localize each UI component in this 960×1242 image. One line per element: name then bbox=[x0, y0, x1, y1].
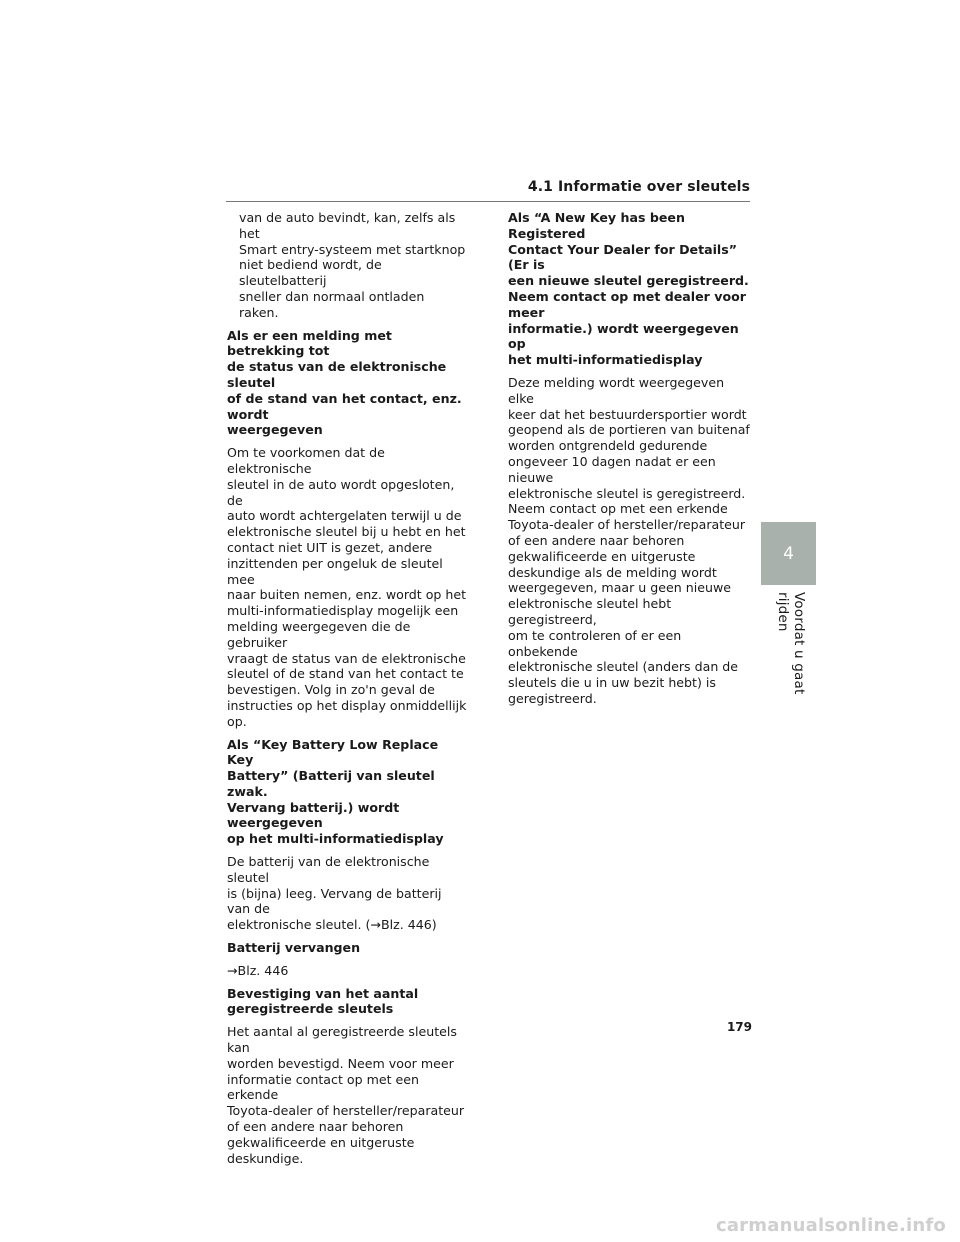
chapter-number: 4 bbox=[783, 544, 794, 564]
paragraph-key-battery-low: De batterij van de elektronische sleutel is (bijna) leeg. Vervang de batterij van de elektronische sleutel. (→Blz. 446) bbox=[227, 854, 442, 933]
page-header bbox=[226, 179, 750, 202]
heading-registered-keys: Bevestiging van het aantal geregistreerde sleutels bbox=[227, 985, 419, 1017]
chapter-label: Voordat u gaat rijden bbox=[775, 592, 807, 695]
heading-key-status-message: Als er een melding met betrekking tot de status van de elektronische sleutel of de stand van het contact, enz. wordt weergegeven bbox=[227, 327, 462, 438]
paragraph-new-key-registered: Deze melding wordt weergegeven elke keer dat het bestuurdersportier wordt geopend als de portieren van buitenaf worden ontgrendeld gedurende ongeveer 10 dagen nadat er een nieuwe elektronische sleutel is geregistreerd. Neem contact op met een erkende Toyota-dealer of hersteller/reparateur of een andere naar behoren gekwalificeerde en uitgeruste deskundige als de melding wordt weergegeven, maar u geen nieuwe elektronische sleutel hebt geregistreerd, om te controleren of er een onbekende elektronische sleutel (anders dan de sleutels die u in uw bezit hebt) is geregistreerd. bbox=[508, 374, 750, 706]
heading-battery-replace: Batterij vervangen bbox=[227, 940, 361, 956]
link-battery-replace-page[interactable]: →Blz. 446 bbox=[227, 962, 289, 978]
paragraph-registered-keys: Het aantal al geregistreerde sleutels kan worden bevestigd. Neem voor meer informatie contact op met een erkende Toyota-dealer of hersteller/reparateur of een andere naar behoren gekwalificeerde en uitgeruste deskundige. bbox=[227, 1024, 465, 1166]
watermark: carmanualsonline.info bbox=[715, 1215, 946, 1236]
page-number: 179 bbox=[726, 1020, 752, 1034]
paragraph-battery-drain: van de auto bevindt, kan, zelfs als het Smart entry-systeem met startknop niet bediend wordt, de sleutelbatterij sneller dan normaal ontladen raken. bbox=[239, 210, 466, 320]
paragraph-key-status-message: Om te voorkomen dat de elektronische sleutel in de auto wordt opgesloten, de auto wordt achtergelaten terwijl u de elektronische sleutel bij u hebt en het contact niet UIT is gezet, andere inzittenden per ongeluk de sleutel mee naar buiten nemen, enz. wordt op het multi-informatiedisplay mogelijk een melding weergegeven die de gebruiker vraagt de status van de elektronische sleutel of de stand van het contact te bevestigen. Volg in zo'n geval de instructies op het display onmiddellijk op. bbox=[227, 445, 467, 729]
left-column bbox=[227, 210, 467, 1173]
chapter-label-container bbox=[775, 592, 807, 722]
chapter-tab[interactable] bbox=[761, 522, 816, 585]
right-column bbox=[508, 210, 752, 714]
section-title: 4.1 Informatie over sleutels bbox=[527, 179, 750, 195]
heading-new-key-registered: Als “A New Key has been Registered Contact Your Dealer for Details” (Er is een nieuwe sleutel geregistreerd. Neem contact op met dealer voor meer informatie.) wordt weergegeven op het multi-informatiedisplay bbox=[508, 210, 749, 368]
heading-key-battery-low: Als “Key Battery Low Replace Key Battery” (Batterij van sleutel zwak. Vervang batterij.) wordt weergegeven op het multi-informatiedisplay bbox=[227, 736, 444, 847]
